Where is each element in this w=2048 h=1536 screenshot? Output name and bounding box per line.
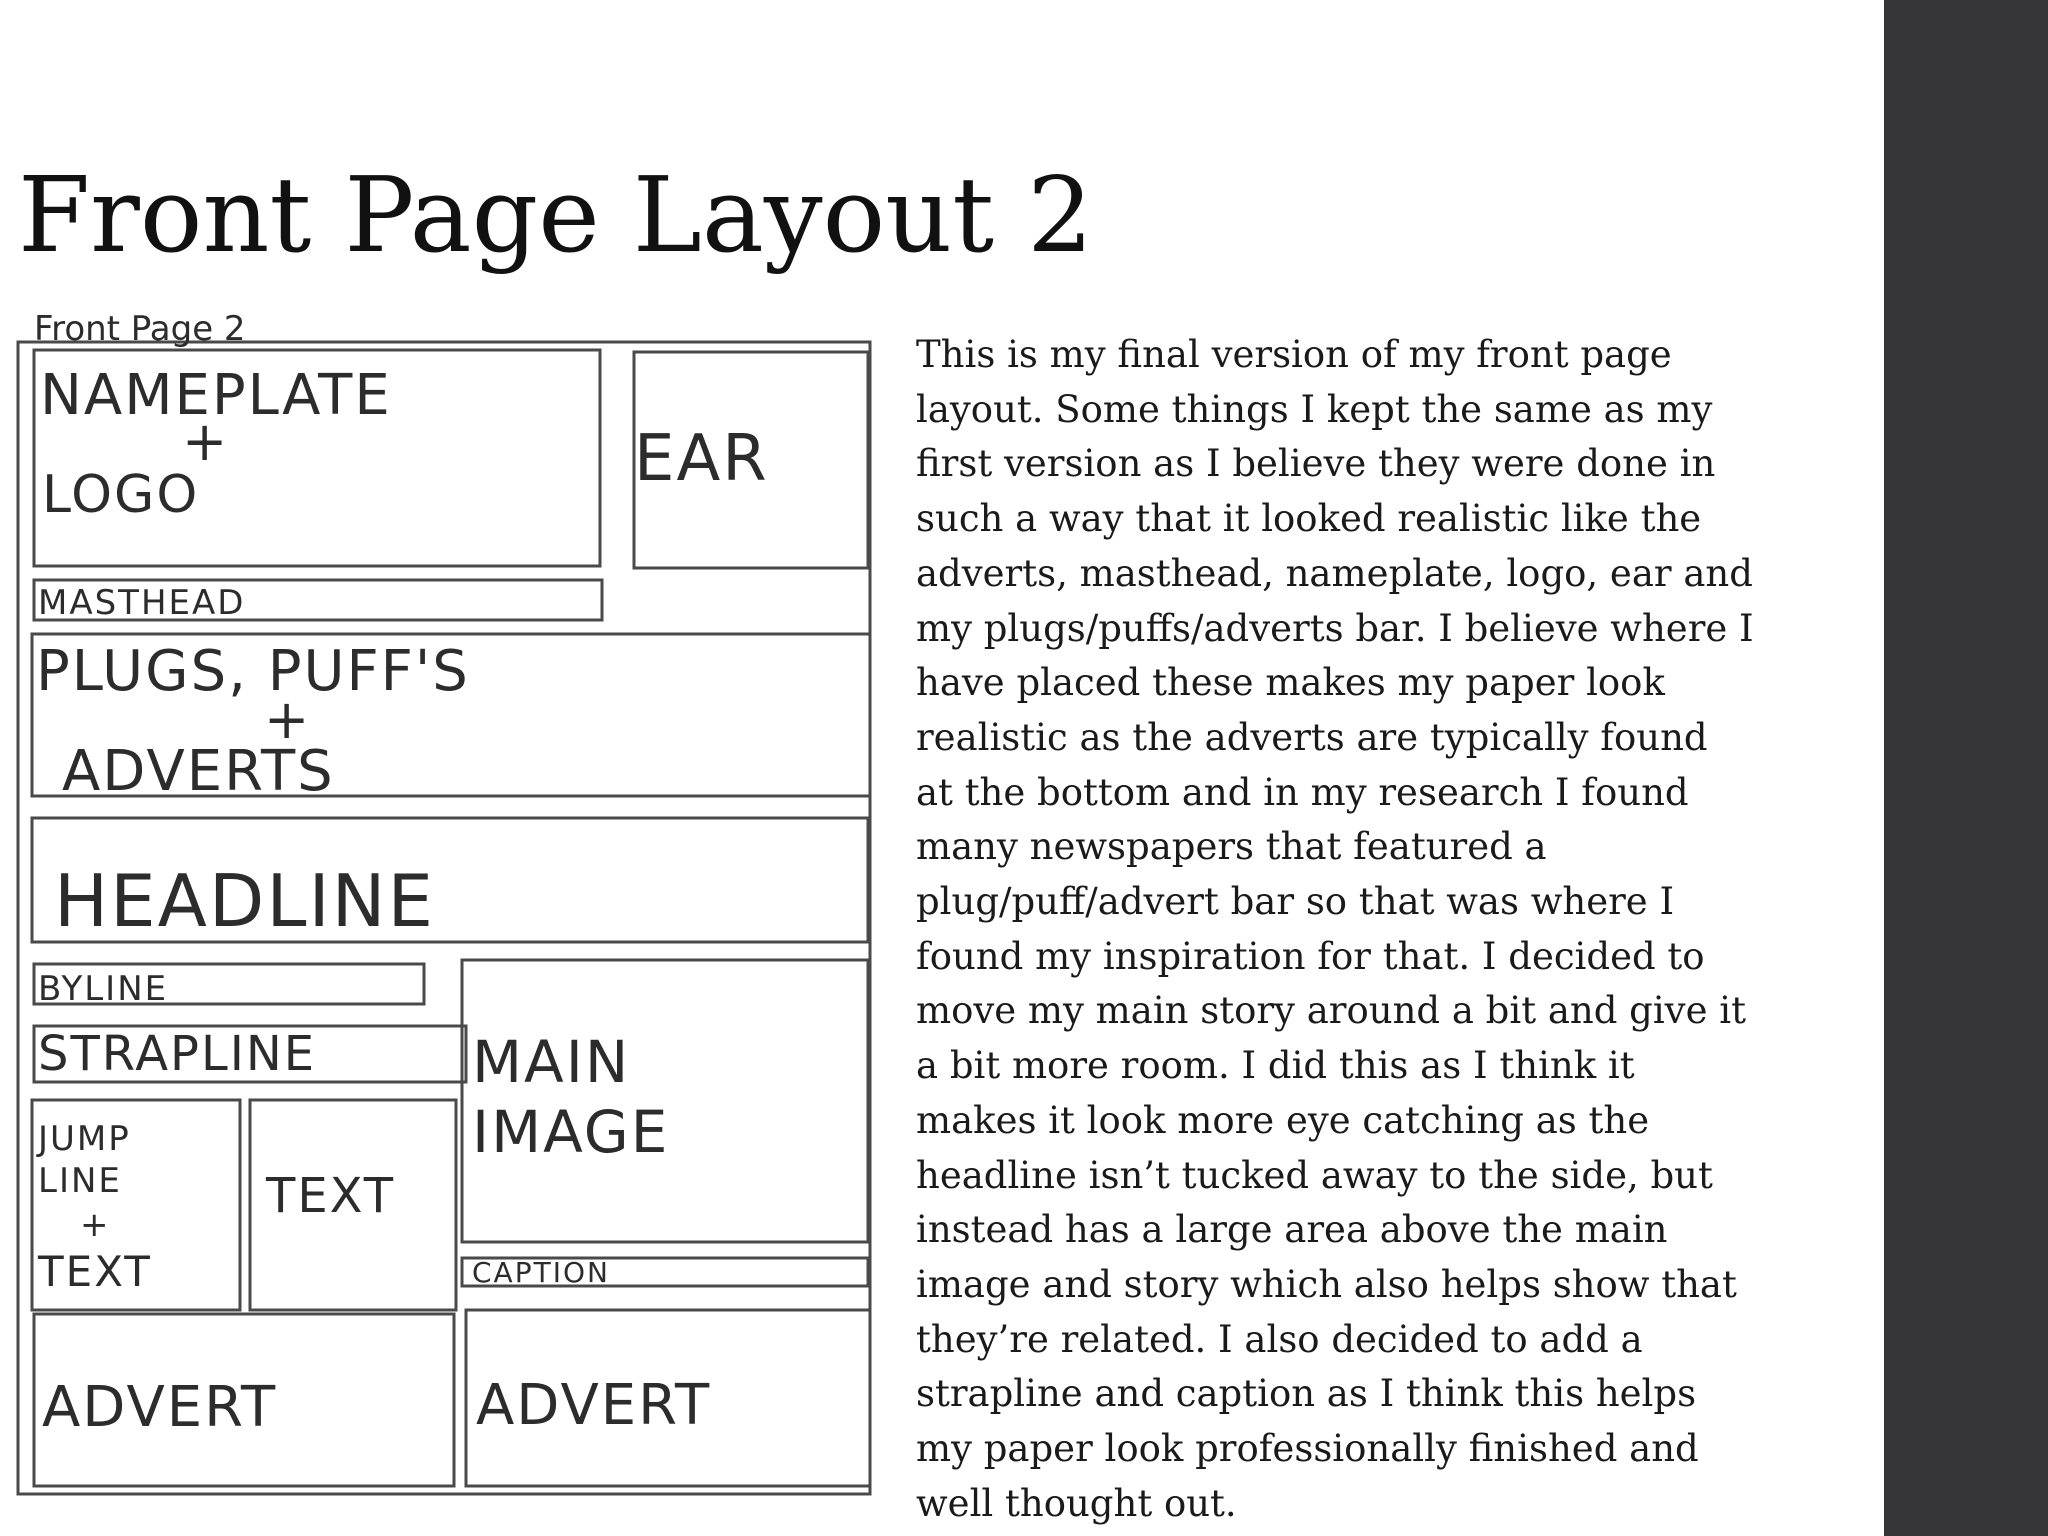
nameplate-plus: + xyxy=(182,410,230,473)
advert-right-label: ADVERT xyxy=(476,1373,712,1438)
description-text xyxy=(916,328,1876,1531)
slide-title: Front Page Layout 2 xyxy=(18,154,1094,276)
advert-left-label: ADVERT xyxy=(42,1375,278,1440)
headline-label: HEADLINE xyxy=(54,859,436,943)
description-line: well thought out. xyxy=(916,1481,1237,1525)
description-line: they’re related. I also decided to add a xyxy=(916,1317,1643,1361)
adverts-label: ADVERTS xyxy=(62,739,335,804)
description-line: first version as I believe they were done in xyxy=(916,442,1716,486)
nameplate-label: NAMEPLATE xyxy=(40,363,392,428)
description-line: plug/puff/advert bar so that was where I xyxy=(916,880,1675,924)
logo-label: LOGO xyxy=(42,465,200,525)
description-line: a bit more room. I did this as I think it xyxy=(916,1044,1635,1088)
description-line: instead has a large area above the main xyxy=(916,1208,1668,1252)
description-line: such a way that it looked realistic like the xyxy=(916,497,1702,541)
description-line: my plugs/puffs/adverts bar. I believe where I xyxy=(916,606,1754,650)
description-line: layout. Some things I kept the same as my xyxy=(916,387,1713,431)
description-line: This is my final version of my front page xyxy=(916,333,1672,376)
description-line: have placed these makes my paper look xyxy=(916,661,1665,705)
plugs-plus: + xyxy=(264,688,312,751)
layout-sketch xyxy=(14,300,874,1530)
description-line: move my main story around a bit and give it xyxy=(916,989,1746,1033)
jump-plus: + xyxy=(80,1205,111,1245)
description-line: found my inspiration for that. I decided to xyxy=(916,934,1705,978)
plugs-label: PLUGS, PUFF'S xyxy=(36,639,470,704)
jump-label: JUMP xyxy=(38,1119,131,1159)
ear-label: EAR xyxy=(634,422,769,496)
description-line: many newspapers that featured a xyxy=(916,825,1547,869)
image-label: IMAGE xyxy=(472,1098,670,1166)
description-line: strapline and caption as I think this helps xyxy=(916,1372,1697,1416)
jump-text-label: TEXT xyxy=(38,1247,152,1296)
jump-line-label: LINE xyxy=(38,1161,122,1201)
description-line: realistic as the adverts are typically found xyxy=(916,715,1708,759)
text-label: TEXT xyxy=(266,1168,396,1224)
description-line: my paper look professionally finished and xyxy=(916,1427,1699,1471)
byline-label: BYLINE xyxy=(38,969,169,1009)
description-line: headline isn’t tucked away to the side, but xyxy=(916,1153,1713,1197)
description-line: image and story which also helps show that xyxy=(916,1262,1737,1306)
sketch-heading: Front Page 2 xyxy=(34,309,246,349)
description-line: at the bottom and in my research I found xyxy=(916,770,1689,814)
description-line: adverts, masthead, nameplate, logo, ear and xyxy=(916,551,1753,595)
strapline-label: STRAPLINE xyxy=(38,1026,317,1082)
side-accent-bar xyxy=(1884,0,2048,1536)
masthead-label: MASTHEAD xyxy=(38,583,246,623)
caption-label: CAPTION xyxy=(472,1256,610,1289)
description-line: makes it look more eye catching as the xyxy=(916,1098,1650,1142)
layout-sketch-drawing xyxy=(14,300,874,1530)
main-label: MAIN xyxy=(472,1028,631,1096)
